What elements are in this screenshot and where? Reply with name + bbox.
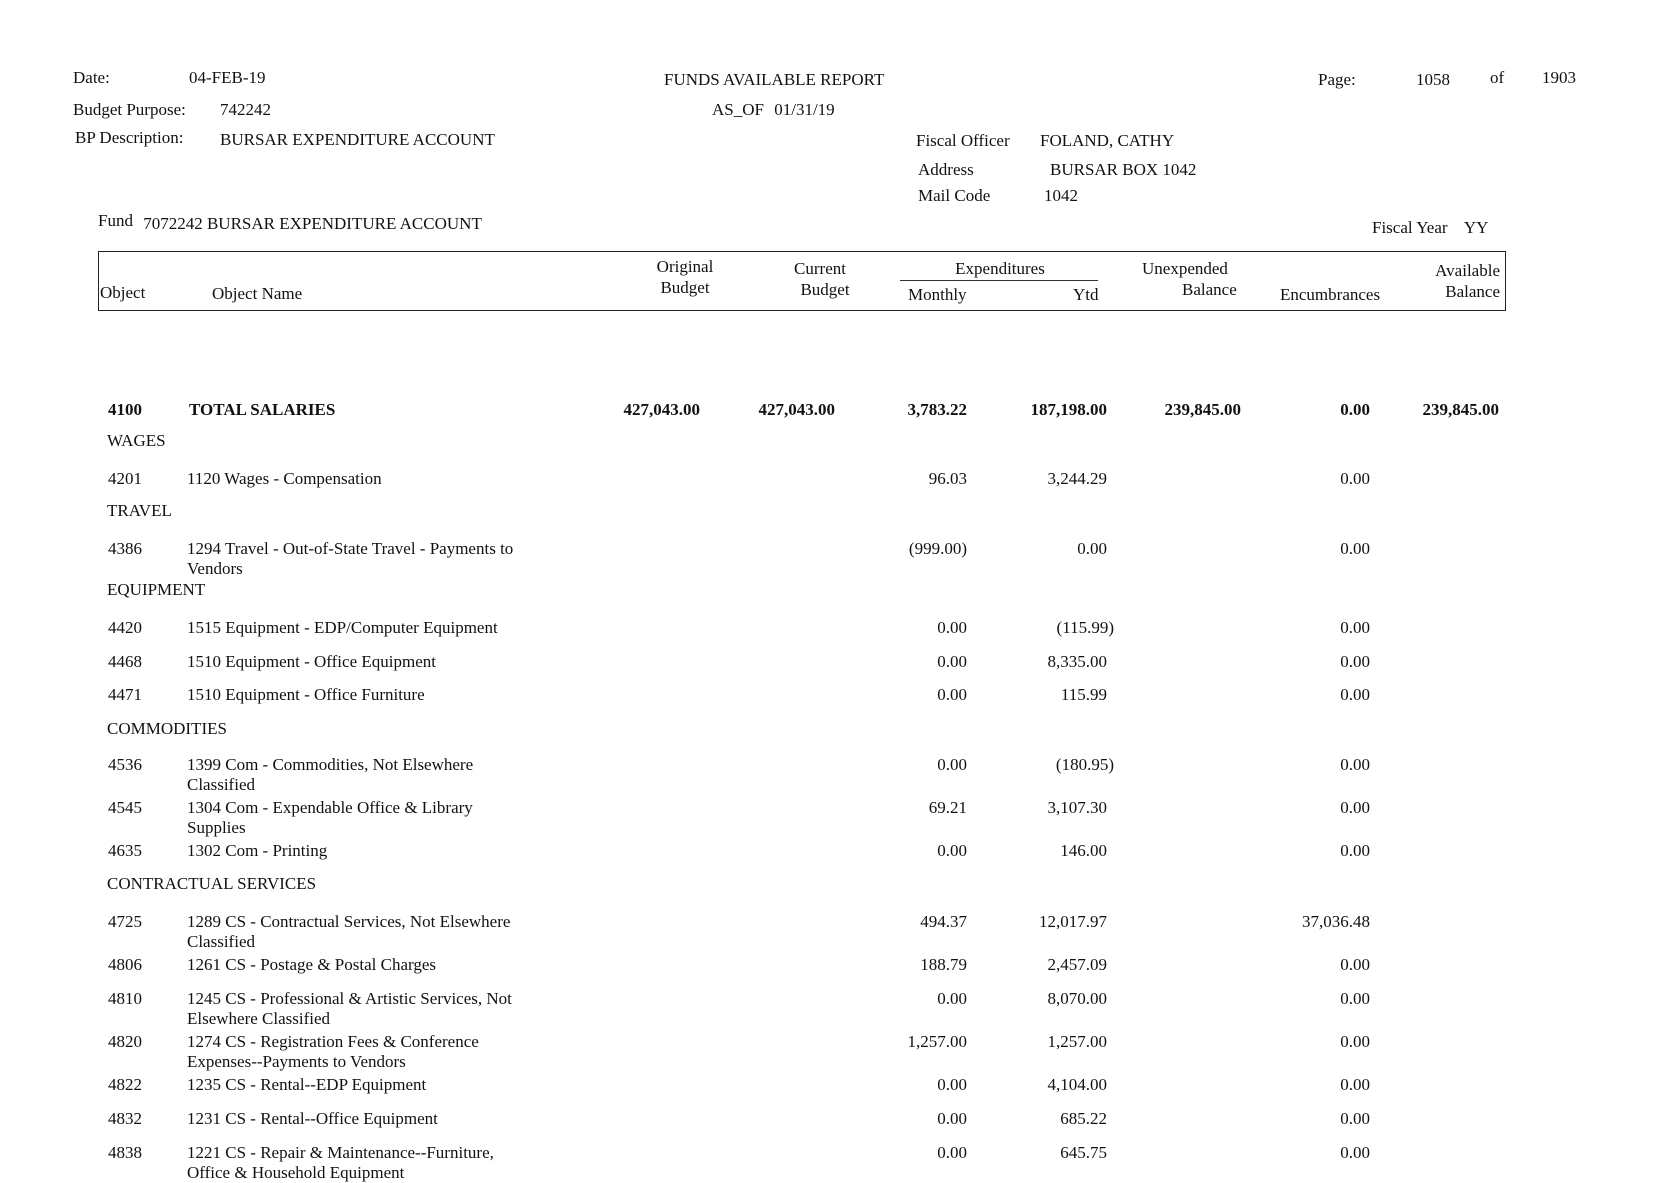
row-object: 4725 [108, 912, 142, 931]
row-encumbrances: 0.00 [1340, 469, 1370, 488]
bp-description-value: BURSAR EXPENDITURE ACCOUNT [220, 130, 495, 149]
row-object-name: 1515 Equipment - EDP/Computer Equipment [187, 618, 498, 637]
row-object: 4820 [108, 1032, 142, 1051]
row-object: 4832 [108, 1109, 142, 1128]
col-header-expenditures: Expenditures [955, 259, 1045, 278]
col-header-original-1: Original [656, 257, 714, 276]
row-ytd: (115.99) [1056, 618, 1114, 637]
row-monthly: 0.00 [937, 989, 967, 1008]
row-encumbrances: 0.00 [1340, 798, 1370, 817]
row-object-name: 1289 CS - Contractual Services, Not Elsewhere Classified [187, 912, 511, 951]
row-ytd: 645.75 [1060, 1143, 1107, 1162]
row-encumbrances: 0.00 [1340, 755, 1370, 774]
total-original-budget: 427,043.00 [623, 400, 700, 419]
col-header-object: Object [100, 283, 146, 302]
row-object: 4822 [108, 1075, 142, 1094]
row-ytd: 12,017.97 [1039, 912, 1107, 931]
col-header-object-name: Object Name [212, 284, 303, 303]
row-encumbrances: 0.00 [1340, 1075, 1370, 1094]
section-title-wages: WAGES [107, 431, 166, 450]
row-monthly: 0.00 [937, 1143, 967, 1162]
row-monthly: 0.00 [937, 685, 967, 704]
fund-value: 7072242 BURSAR EXPENDITURE ACCOUNT [143, 214, 482, 233]
col-header-encumbrances: Encumbrances [1280, 285, 1381, 304]
as-of-line [712, 100, 835, 120]
page-label: Page: [1318, 70, 1356, 89]
row-object: 4468 [108, 652, 142, 671]
row-ytd: 4,104.00 [1047, 1075, 1107, 1094]
row-object: 4545 [108, 798, 142, 817]
row-encumbrances: 0.00 [1340, 1143, 1370, 1162]
section-title-commodities: COMMODITIES [107, 719, 227, 738]
row-encumbrances: 0.00 [1340, 618, 1370, 637]
row-encumbrances: 0.00 [1340, 685, 1370, 704]
row-encumbrances: 0.00 [1340, 1109, 1370, 1128]
row-encumbrances: 0.00 [1340, 989, 1370, 1008]
row-encumbrances: 0.00 [1340, 841, 1370, 860]
page-total: 1903 [1542, 68, 1576, 87]
fiscal-officer-label: Fiscal Officer [916, 131, 1010, 150]
row-monthly: 0.00 [937, 652, 967, 671]
address-value: BURSAR BOX 1042 [1050, 160, 1197, 179]
row-monthly: 0.00 [937, 1075, 967, 1094]
col-header-available-1: Available [1435, 261, 1500, 280]
row-object: 4838 [108, 1143, 142, 1162]
row-object-name: 1235 CS - Rental--EDP Equipment [187, 1075, 427, 1094]
row-monthly: 188.79 [920, 955, 967, 974]
row-object-name: 1510 Equipment - Office Equipment [187, 652, 436, 671]
row-ytd: 1,257.00 [1047, 1032, 1107, 1051]
row-object: 4471 [108, 685, 142, 704]
row-encumbrances: 37,036.48 [1302, 912, 1370, 931]
col-header-unexpended-1: Unexpended [1142, 259, 1228, 278]
expenditures-rule [900, 280, 1098, 281]
row-object: 4635 [108, 841, 142, 860]
row-object-name: 1399 Com - Commodities, Not Elsewhere Classified [187, 755, 474, 794]
row-ytd: 3,107.30 [1047, 798, 1107, 817]
row-monthly: 0.00 [937, 1109, 967, 1128]
row-monthly: (999.00) [908, 539, 967, 558]
page-of-label: of [1490, 68, 1505, 87]
col-header-current-2: Budget [800, 280, 850, 299]
row-ytd: 8,335.00 [1047, 652, 1107, 671]
row-ytd: 2,457.09 [1047, 955, 1107, 974]
row-object: 4201 [108, 469, 142, 488]
row-object: 4536 [108, 755, 142, 774]
col-header-unexpended-2: Balance [1182, 280, 1237, 299]
row-monthly: 494.37 [920, 912, 967, 931]
total-encumbrances: 0.00 [1340, 400, 1370, 419]
row-encumbrances: 0.00 [1340, 539, 1370, 558]
section-title-contractual-services: CONTRACTUAL SERVICES [107, 874, 317, 893]
row-object-name: 1302 Com - Printing [187, 841, 328, 860]
row-monthly: 0.00 [937, 841, 967, 860]
address-label: Address [918, 160, 974, 179]
col-header-monthly: Monthly [908, 285, 967, 304]
mail-code-label: Mail Code [918, 186, 991, 205]
fund-line [98, 211, 482, 234]
row-object: 4810 [108, 989, 142, 1008]
row-monthly: 0.00 [937, 618, 967, 637]
total-name: TOTAL SALARIES [189, 400, 336, 419]
row-object-name: 1245 CS - Professional & Artistic Services, Not Elsewhere Classified [187, 989, 512, 1028]
total-available-balance: 239,845.00 [1422, 400, 1499, 419]
fiscal-officer-value: FOLAND, CATHY [1040, 131, 1175, 150]
fiscal-year-line [1372, 218, 1488, 238]
total-ytd: 187,198.00 [1030, 400, 1107, 419]
row-object-name: 1294 Travel - Out-of-State Travel - Payments to Vendors [187, 539, 514, 578]
total-unexpended-balance: 239,845.00 [1164, 400, 1241, 419]
total-monthly: 3,783.22 [907, 400, 967, 419]
row-ytd: 146.00 [1060, 841, 1107, 860]
mail-code-value: 1042 [1044, 186, 1078, 205]
col-header-current-1: Current [794, 259, 846, 278]
row-object: 4386 [108, 539, 142, 558]
row-object-name: 1231 CS - Rental--Office Equipment [187, 1109, 438, 1128]
fiscal-year-value: YY [1463, 218, 1489, 237]
bp-description-label: BP Description: [75, 128, 184, 147]
report-title: FUNDS AVAILABLE REPORT [664, 70, 885, 89]
row-object: 4420 [108, 618, 142, 637]
budget-purpose-value: 742242 [220, 100, 271, 119]
row-ytd: 115.99 [1060, 685, 1107, 704]
section-title-travel: TRAVEL [107, 501, 172, 520]
col-header-available-2: Balance [1445, 282, 1500, 301]
row-encumbrances: 0.00 [1340, 955, 1370, 974]
date-label: Date: [73, 68, 110, 87]
fiscal-year-label: Fiscal Year [1372, 218, 1448, 237]
row-object-name: 1120 Wages - Compensation [187, 469, 382, 488]
total-current-budget: 427,043.00 [758, 400, 835, 419]
row-object-name: 1274 CS - Registration Fees & Conference Expenses--Payments to Vendors [187, 1032, 479, 1071]
row-encumbrances: 0.00 [1340, 652, 1370, 671]
fund-label: Fund [98, 211, 133, 230]
row-ytd: 0.00 [1077, 539, 1107, 558]
row-ytd: 685.22 [1060, 1109, 1107, 1128]
date-value: 04-FEB-19 [189, 68, 266, 87]
row-encumbrances: 0.00 [1340, 1032, 1370, 1051]
row-monthly: 96.03 [928, 469, 967, 488]
row-ytd: 8,070.00 [1047, 989, 1107, 1008]
budget-purpose-label: Budget Purpose: [73, 100, 186, 119]
row-object-name: 1510 Equipment - Office Furniture [187, 685, 425, 704]
section-title-equipment: EQUIPMENT [107, 580, 206, 599]
col-header-original-2: Budget [660, 278, 710, 297]
row-object-name: 1261 CS - Postage & Postal Charges [187, 955, 437, 974]
row-monthly: 1,257.00 [907, 1032, 967, 1051]
page-current: 1058 [1416, 70, 1450, 89]
as-of-label: AS_OF [712, 100, 764, 119]
row-ytd: (180.95) [1055, 755, 1114, 774]
row-object-name: 1221 CS - Repair & Maintenance--Furniture, Office & Household Equipment [187, 1143, 494, 1182]
row-monthly: 69.21 [928, 798, 967, 817]
as-of-value: 01/31/19 [774, 100, 835, 119]
row-ytd: 3,244.29 [1047, 469, 1107, 488]
row-object-name: 1304 Com - Expendable Office & Library Supplies [187, 798, 473, 837]
row-monthly: 0.00 [937, 755, 967, 774]
row-object: 4806 [108, 955, 142, 974]
total-object: 4100 [108, 400, 142, 419]
col-header-ytd: Ytd [1073, 285, 1099, 304]
